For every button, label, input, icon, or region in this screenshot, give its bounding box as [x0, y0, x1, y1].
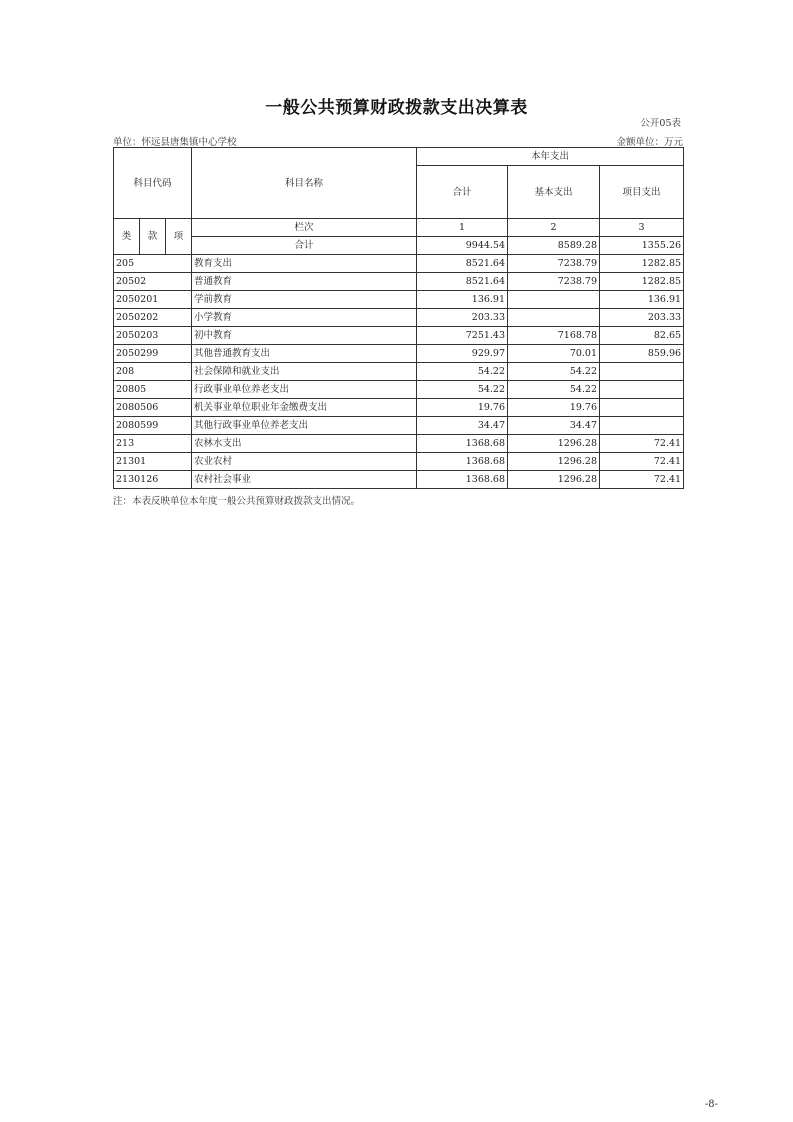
row-total: 929.97	[417, 345, 508, 363]
row-total: 8521.64	[417, 255, 508, 273]
header-idx1: 1	[417, 219, 508, 237]
row-project: 72.41	[600, 435, 684, 453]
row-total: 1368.68	[417, 453, 508, 471]
table-row	[114, 273, 684, 291]
row-total: 54.22	[417, 381, 508, 399]
row-name: 其他普通教育支出	[192, 345, 417, 363]
row-project	[600, 417, 684, 435]
row-code: 2050299	[114, 345, 192, 363]
row-name: 农林水支出	[192, 435, 417, 453]
table-note: 注：本表反映单位本年度一般公共预算财政拨款支出情况。	[113, 496, 361, 507]
row-project: 72.41	[600, 453, 684, 471]
table-row	[114, 471, 684, 489]
expenditure-table	[113, 147, 684, 489]
row-basic	[508, 309, 600, 327]
row-code: 208	[114, 363, 192, 381]
table-row	[114, 453, 684, 471]
table-row	[114, 291, 684, 309]
header-total: 合计	[417, 166, 508, 219]
summary-total: 9944.54	[417, 237, 508, 255]
row-name: 普通教育	[192, 273, 417, 291]
row-project: 136.91	[600, 291, 684, 309]
header-lei: 类	[114, 219, 140, 255]
row-code: 20805	[114, 381, 192, 399]
header-project: 项目支出	[600, 166, 684, 219]
row-total: 1368.68	[417, 435, 508, 453]
row-basic: 34.47	[508, 417, 600, 435]
row-name: 农业农村	[192, 453, 417, 471]
summary-basic: 8589.28	[508, 237, 600, 255]
summary-row	[114, 237, 684, 255]
row-total: 34.47	[417, 417, 508, 435]
row-basic: 1296.28	[508, 453, 600, 471]
row-project: 82.65	[600, 327, 684, 345]
row-basic: 7168.78	[508, 327, 600, 345]
row-project: 859.96	[600, 345, 684, 363]
row-basic: 7238.79	[508, 255, 600, 273]
form-code: 公开05表	[640, 118, 681, 129]
unit-label: 单位：怀远县唐集镇中心学校	[113, 137, 237, 148]
row-basic: 7238.79	[508, 273, 600, 291]
summary-project: 1355.26	[600, 237, 684, 255]
row-name: 学前教育	[192, 291, 417, 309]
row-name: 小学教育	[192, 309, 417, 327]
row-basic: 1296.28	[508, 471, 600, 489]
row-code: 2130126	[114, 471, 192, 489]
table-row	[114, 435, 684, 453]
row-total: 19.76	[417, 399, 508, 417]
summary-label: 合计	[192, 237, 417, 255]
row-project: 1282.85	[600, 255, 684, 273]
header-code: 科目代码	[114, 148, 192, 219]
row-name: 其他行政事业单位养老支出	[192, 417, 417, 435]
header-kuan: 款	[140, 219, 166, 255]
row-code: 21301	[114, 453, 192, 471]
table-row	[114, 363, 684, 381]
row-basic: 54.22	[508, 381, 600, 399]
row-name: 教育支出	[192, 255, 417, 273]
table-row	[114, 345, 684, 363]
row-project: 203.33	[600, 309, 684, 327]
row-basic: 1296.28	[508, 435, 600, 453]
row-code: 213	[114, 435, 192, 453]
row-code: 2050202	[114, 309, 192, 327]
row-name: 农村社会事业	[192, 471, 417, 489]
row-basic: 70.01	[508, 345, 600, 363]
table-row	[114, 417, 684, 435]
header-idx2: 2	[508, 219, 600, 237]
header-row-3	[114, 219, 684, 237]
page-number: -8-	[704, 1099, 718, 1110]
row-total: 136.91	[417, 291, 508, 309]
row-project: 1282.85	[600, 273, 684, 291]
row-basic	[508, 291, 600, 309]
row-code: 2080599	[114, 417, 192, 435]
row-name: 机关事业单位职业年金缴费支出	[192, 399, 417, 417]
row-code: 20502	[114, 273, 192, 291]
row-code: 2050201	[114, 291, 192, 309]
row-basic: 19.76	[508, 399, 600, 417]
table-row	[114, 309, 684, 327]
header-year-expense: 本年支出	[417, 148, 684, 166]
header-column-index: 栏次	[192, 219, 417, 237]
header-idx3: 3	[600, 219, 684, 237]
row-name: 初中教育	[192, 327, 417, 345]
row-code: 2080506	[114, 399, 192, 417]
header-row-1	[114, 148, 684, 166]
table-row	[114, 255, 684, 273]
header-xiang: 项	[166, 219, 192, 255]
page-title: 一般公共预算财政拨款支出决算表	[265, 98, 528, 118]
row-total: 203.33	[417, 309, 508, 327]
row-total: 1368.68	[417, 471, 508, 489]
row-project	[600, 381, 684, 399]
row-basic: 54.22	[508, 363, 600, 381]
row-total: 7251.43	[417, 327, 508, 345]
row-total: 54.22	[417, 363, 508, 381]
header-name: 科目名称	[192, 148, 417, 219]
row-name: 社会保障和就业支出	[192, 363, 417, 381]
header-basic: 基本支出	[508, 166, 600, 219]
table-row	[114, 399, 684, 417]
table-row	[114, 327, 684, 345]
amount-unit-label: 金额单位：万元	[616, 137, 683, 148]
row-project: 72.41	[600, 471, 684, 489]
row-project	[600, 363, 684, 381]
row-code: 205	[114, 255, 192, 273]
row-name: 行政事业单位养老支出	[192, 381, 417, 399]
row-code: 2050203	[114, 327, 192, 345]
row-project	[600, 399, 684, 417]
table-row	[114, 381, 684, 399]
row-total: 8521.64	[417, 273, 508, 291]
